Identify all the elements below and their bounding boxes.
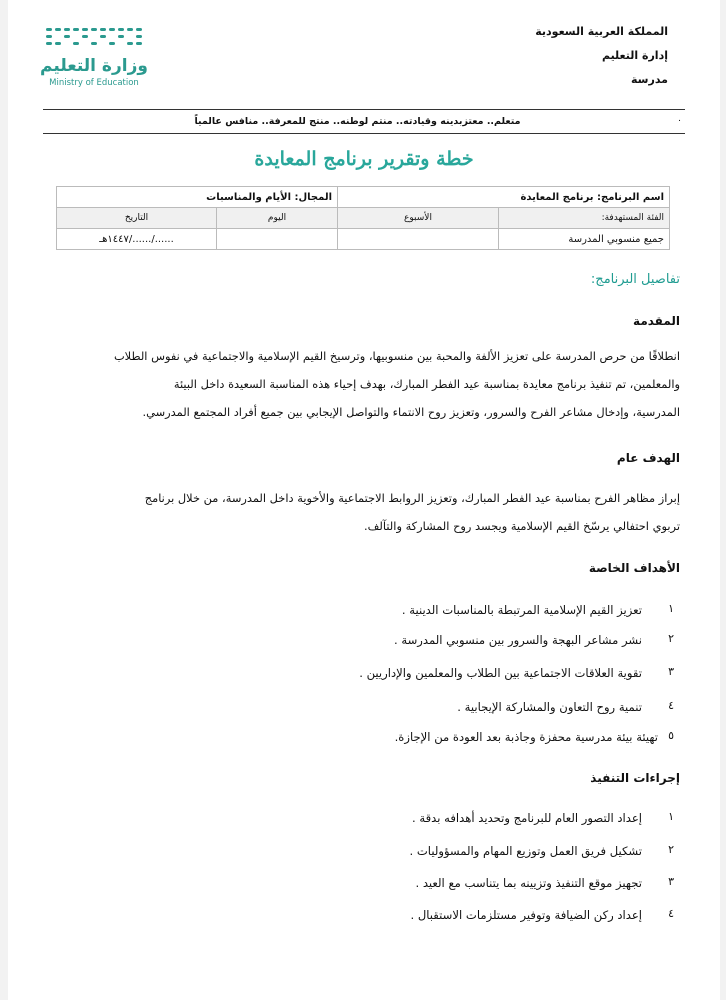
procedure-item: تشكيل فريق العمل وتوزيع المهام والمسؤوليات . [409, 844, 642, 858]
logo-dots-icon [38, 24, 150, 54]
intro-line: انطلاقًا من حرص المدرسة على تعزيز الألفة والمحبة بين منسوبيها، وترسيخ القيم الإسلامية والاجتماعية في نفوس الطلاب [113, 349, 680, 363]
general-goal-line: إبراز مظاهر الفرح بمناسبة عيد الفطر المبارك، وتعزيز الروابط الاجتماعية والأخوية داخل المدرسة، من خلال برنامج [144, 491, 680, 505]
ministry-logo [38, 24, 150, 90]
goal-item: تقوية العلاقات الاجتماعية بين الطلاب والمعلمين والإداريين . [359, 666, 642, 680]
date-label-cell: التاريخ [57, 208, 217, 229]
week-label-cell: الأسبوع [338, 208, 499, 229]
header-ministry-block [468, 26, 668, 98]
goal-item: تهيئة بيئة مدرسية محفزة وجاذبة بعد العودة من الإجازة. [394, 730, 658, 744]
program-name-cell: اسم البرنامج: برنامج المعايدة [338, 187, 670, 208]
header-divider-top [43, 109, 685, 110]
document-page [8, 0, 720, 1000]
specific-goals-heading: الأهداف الخاصة [588, 561, 680, 575]
general-goal-heading: الهدف عام [616, 451, 680, 465]
motto-line: متعلم.. معتزبدينه وقيادته.. منتم لوطنه.. منتج للمعرفة.. منافس عالمياً [194, 116, 521, 127]
details-heading: تفاصيل البرنامج: [590, 272, 680, 287]
goal-number: ٢ [668, 632, 674, 645]
procedures-heading: إجراءات التنفيذ [590, 771, 680, 785]
kingdom-label: المملكة العربية السعودية [535, 25, 668, 38]
date-value-cell: ....../....../١٤٤٧هـ [57, 229, 217, 250]
procedure-item: تجهيز موقع التنفيذ وتزيينه بما يتناسب مع العيد . [415, 876, 642, 890]
target-value-cell: جميع منسوبي المدرسة [499, 229, 670, 250]
logo-arabic-text: وزارة التعليم [40, 56, 148, 76]
day-value-cell [217, 229, 338, 250]
procedure-number: ٢ [668, 843, 674, 856]
logo-english-text: Ministry of Education [49, 78, 139, 88]
general-goal-paragraph [48, 484, 680, 540]
week-value-cell [338, 229, 499, 250]
procedure-item: إعداد التصور العام للبرنامج وتحديد أهدافه بدقة . [412, 811, 642, 825]
school-label: مدرسة [631, 73, 668, 86]
goal-number: ١ [668, 602, 674, 615]
goal-number: ٣ [668, 665, 674, 678]
domain-cell: المجال: الأيام والمناسبات [57, 187, 338, 208]
procedure-item: إعداد ركن الضيافة وتوفير مستلزمات الاستقبال . [410, 908, 642, 922]
procedure-number: ٤ [668, 907, 674, 920]
intro-heading: المقدمة [633, 314, 680, 328]
page-marker: ٠ [677, 116, 682, 126]
intro-paragraph [48, 342, 680, 426]
document-title: خطة وتقرير برنامج المعايدة [254, 148, 474, 170]
day-label-cell: اليوم [217, 208, 338, 229]
intro-line: المدرسية، وإدخال مشاعر الفرح والسرور، وتعزيز روح الانتماء والتواصل الإيجابي بين جميع أفراد المجتمع المدرسي. [142, 405, 680, 419]
header-divider-bottom [43, 133, 685, 134]
intro-line: والمعلمين، تم تنفيذ برنامج معايدة بمناسبة عيد الفطر المبارك، بهدف إحياء هذه المناسبة السعيدة داخل البيئة [173, 377, 680, 391]
procedure-number: ٣ [668, 875, 674, 888]
procedure-number: ١ [668, 810, 674, 823]
goal-item: تعزيز القيم الإسلامية المرتبطة بالمناسبات الدينية . [401, 603, 642, 617]
goal-item: نشر مشاعر البهجة والسرور بين منسوبي المدرسة . [394, 633, 642, 647]
general-goal-line: تربوي احتفالي يرسّخ القيم الإسلامية ويجسد روح المشاركة والتآلف. [364, 519, 680, 533]
administration-label: إدارة التعليم [601, 49, 668, 62]
program-info-table [56, 186, 670, 250]
goal-number: ٥ [668, 729, 674, 742]
goal-number: ٤ [668, 699, 674, 712]
goal-item: تنمية روح التعاون والمشاركة الإيجابية . [457, 700, 642, 714]
target-label-cell: الفئة المستهدفة: [499, 208, 670, 229]
